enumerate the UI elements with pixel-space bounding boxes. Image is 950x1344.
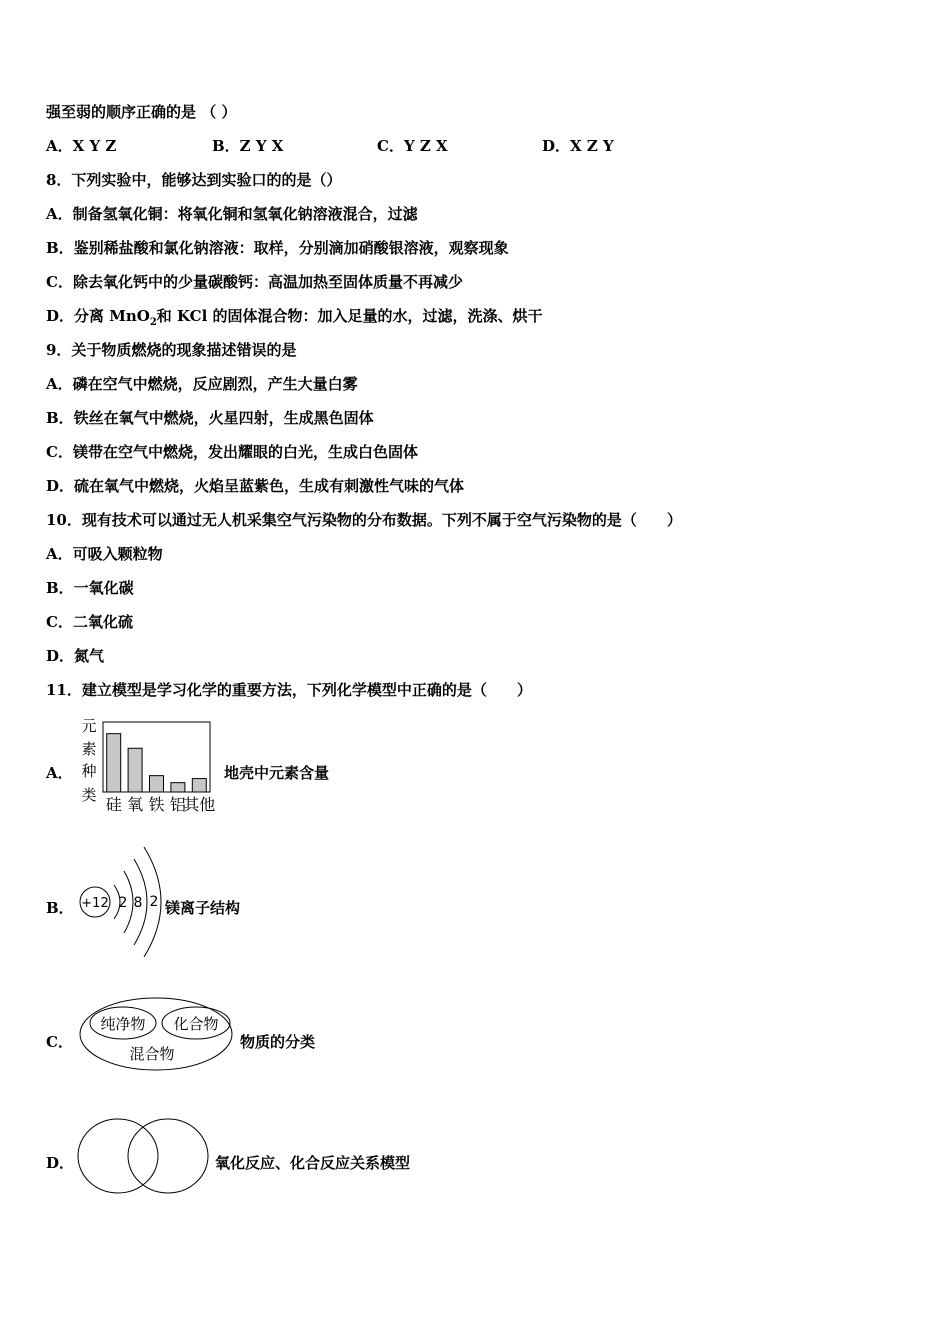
q8-option-d-sub: 2 [149,317,157,328]
q11-option-a-caption: 地壳中元素含量 [224,764,330,782]
q11-option-d-letter: D． [46,1154,75,1172]
q8-option-b: B．鉴别稀盐酸和氯化钠溶液：取样，分别滴加硝酸银溶液，观察现象 [46,239,509,257]
q11-option-a-letter: A． [46,764,73,782]
q8-option-a: A．制备氢氧化铜：将氧化铜和氢氧化钠溶液混合，过滤 [46,205,418,223]
q9-option-c: C．镁带在空气中燃烧，发出耀眼的白光，生成白色固体 [46,443,418,461]
ylabel-char-1: 元 [81,717,97,735]
x-tick-label-1: 硅 [105,795,122,814]
chart-bars [107,734,207,792]
earth-crust-bar-chart [76,714,221,816]
chart-x-ticks [106,795,216,814]
q9-option-b: B．铁丝在氧气中燃烧，火星四射，生成黑色固体 [46,409,374,427]
compound-label: 化合物 [173,1015,219,1033]
q11-option-d-caption: 氧化反应、化合反应关系模型 [215,1154,411,1172]
q10-option-d: D．氮气 [46,647,105,665]
q11-option-c-caption: 物质的分类 [240,1033,316,1051]
venn-diagram [76,1117,212,1197]
q7-stem-tail: 强至弱的顺序正确的是 （ ） [46,103,237,121]
q11-option-c-letter: C． [46,1033,73,1051]
q7-option-c: C．Y Z X [377,137,448,155]
q9-stem: 9．关于物质燃烧的现象描述错误的是 [46,341,297,359]
venn-left-circle [78,1119,158,1193]
bar-4 [171,783,185,792]
q8-option-d [46,306,543,333]
q8-option-d-pre: D．分离 MnO [46,307,150,325]
q10-option-b: B．一氧化碳 [46,579,134,597]
q11-option-b-caption: 镁离子结构 [165,899,241,917]
x-tick-label-4: 铝 [169,795,186,814]
q10-option-a: A．可吸入颗粒物 [46,545,163,563]
q7-option-d: D．X Z Y [542,137,614,155]
bar-1 [107,734,121,792]
ylabel-char-3: 种 [81,762,97,780]
q8-option-d-post: 和 KCl 的固体混合物：加入足量的水，过滤，洗涤、烘干 [156,307,543,325]
ylabel-char-4: 类 [81,786,97,804]
x-tick-label-3: 铁 [148,795,165,814]
chart-ylabel [81,717,96,804]
venn-right-circle [128,1119,208,1193]
q7-option-b: B．Z Y X [212,137,284,155]
x-tick-label-5: 其他 [183,795,216,814]
q11-option-b-letter: B． [46,899,74,917]
ylabel-char-2: 素 [81,740,97,758]
mixture-label: 混合物 [129,1045,175,1063]
q10-stem: 10．现有技术可以通过无人机采集空气污染物的分布数据。下列不属于空气污染物的是（ ） [46,511,682,529]
bar-5 [192,779,206,792]
bar-3 [150,776,164,792]
q8-stem: 8．下列实验中，能够达到实验口的的是（） [46,171,342,189]
classification-diagram [78,996,236,1074]
q10-option-c: C．二氧化硫 [46,613,133,631]
q11-stem: 11．建立模型是学习化学的重要方法，下列化学模型中正确的是（ ） [46,681,532,699]
nucleus-charge: +12 [81,896,109,911]
q9-option-d: D．硫在氧气中燃烧，火焰呈蓝紫色，生成有刺激性气味的气体 [46,477,465,495]
shell-2-count: 8 [133,895,143,911]
shell-1-count: 2 [118,895,128,911]
shell-3-count: 2 [149,894,159,910]
magnesium-ion-diagram [76,845,166,957]
x-tick-label-2: 氧 [127,795,144,814]
bar-2 [128,748,142,792]
q7-option-a: A．X Y Z [46,137,117,155]
q8-option-c: C．除去氧化钙中的少量碳酸钙：高温加热至固体质量不再减少 [46,273,463,291]
q9-option-a: A．磷在空气中燃烧，反应剧烈，产生大量白雾 [46,375,358,393]
pure-substance-label: 纯净物 [100,1015,146,1033]
